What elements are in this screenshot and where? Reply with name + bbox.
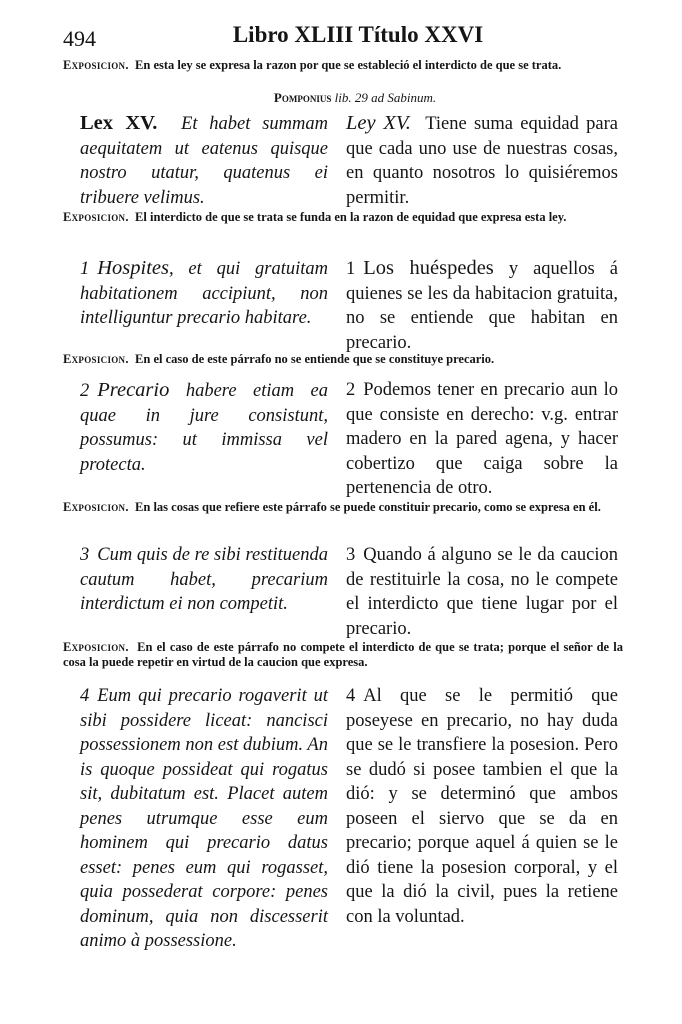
latin-lex-head: Lex XV.	[80, 112, 158, 134]
spanish-ley-text: Tiene suma equidad para que cada uno use de nuestras cosas, en quanto nosotros lo quisiéremos permitir.	[346, 114, 618, 208]
latin-lead: Precario	[97, 379, 170, 401]
latin-paragraph-2	[80, 378, 328, 477]
latin-lex-xv	[80, 111, 328, 210]
source-work: lib. 29 ad Sabinum.	[334, 90, 437, 105]
page-number: 494	[63, 26, 96, 51]
latin-text: quis de re sibi restituenda cautum habet, precarium interdictum ei non competit.	[80, 545, 329, 614]
spanish-lead: Los huéspedes	[363, 257, 494, 279]
page-header	[63, 22, 623, 52]
paragraph-1-exposicion	[63, 352, 623, 367]
exposicion-text: En las cosas que refiere este párrafo se puede constituir precario, como se expresa en él.	[135, 500, 601, 514]
spanish-text: á alguno se le da caucion de restituirle la cosa, no le compete el interdicto que tiene lugar por el precario.	[346, 545, 619, 639]
spanish-text: que se le permitió que poseyese en precario, no hay duda que se le transfiere la posesion. Pero se dudó si posee tambien el que la dió: y se determinó que ambos poseen el siervo que se da en precario; porque aquel á quien se le dió tiene la posesion corporal, y el que la dió la civil, pues la retiene con la voluntad.	[346, 686, 618, 927]
spanish-text: y aquellos á quienes se les da habitacion gratuita, no se entiende que habitan en precario.	[346, 259, 618, 353]
source-author: Pomponius	[273, 90, 332, 105]
spanish-lead: Quando	[363, 545, 422, 565]
paragraph-number: 4	[80, 686, 90, 706]
paragraph-number: 2	[346, 380, 356, 400]
spanish-ley-xv	[346, 111, 618, 210]
paragraph-number: 1	[80, 259, 90, 279]
latin-text: , et qui gratuitam habitationem accipiunt, non intelliguntur precario habitare.	[80, 259, 328, 328]
latin-text: habere etiam ea quae in jure consistunt, possumus: ut immissa vel protecta.	[80, 381, 329, 475]
exposicion-label: Exposicion.	[63, 352, 129, 366]
paragraph-number: 2	[80, 381, 90, 401]
exposicion-label: Exposicion.	[63, 640, 129, 654]
latin-text: qui precario rogaverit ut sibi possidere liceat: nancisci possessionem non est dubium. An is quoque possideat qui rogatus sit, dubitatum est. Placet autem penes utrumque esse eum hominem qui precario datus esset: penes eum qui rogasset, quia possederat corpore: penes dominum, quia non discesserit animo à possessione.	[80, 686, 328, 951]
latin-paragraph-4	[80, 684, 328, 954]
spanish-text: tener en precario aun lo que consiste en derecho: v.g. entrar madero en la pared agena, y hacer cobertizo que caiga sobre la pertenencia de otro.	[346, 380, 618, 498]
latin-lex-text: Et habet summam aequitatem ut eatenus quisque nostro utatur, quatenus ei tribuere velimus.	[80, 114, 329, 208]
spanish-lead: Al	[363, 686, 382, 706]
latin-lead: Eum	[97, 686, 132, 706]
exposicion-label: Exposicion.	[63, 210, 129, 224]
paragraph-number: 3	[346, 545, 356, 565]
intro-exposicion	[63, 58, 623, 73]
lex-exposicion	[63, 210, 623, 225]
exposicion-label: Exposicion.	[63, 58, 129, 72]
latin-lead: Cum	[97, 545, 133, 565]
latin-lead: Hospites	[97, 257, 169, 279]
latin-paragraph-3	[80, 543, 328, 617]
spanish-paragraph-3	[346, 543, 618, 641]
spanish-paragraph-2	[346, 378, 618, 501]
latin-paragraph-1	[80, 256, 328, 331]
spanish-ley-head: Ley XV.	[346, 112, 411, 134]
spanish-lead: Podemos	[363, 380, 432, 400]
running-title: Libro XLIII Título XXVI	[232, 22, 484, 47]
exposicion-label: Exposicion.	[63, 500, 129, 514]
exposicion-text: En el caso de este párrafo no compete el interdicto de que se trata; porque el señor de la cosa la puede repetir en virtud de la caucion que expresa.	[63, 640, 624, 669]
spanish-paragraph-4	[346, 684, 618, 929]
paragraph-number: 1	[346, 259, 356, 279]
exposicion-text: En el caso de este párrafo no se entiende que se constituye precario.	[135, 352, 495, 366]
spanish-paragraph-1	[346, 256, 618, 355]
paragraph-number: 3	[80, 545, 90, 565]
paragraph-2-exposicion	[63, 500, 623, 515]
paragraph-3-exposicion	[63, 640, 623, 670]
exposicion-text: El interdicto de que se trata se funda en la razon de equidad que expresa esta ley.	[135, 210, 567, 224]
exposicion-text: En esta ley se expresa la razon por que se estableció el interdicto de que se trata.	[135, 58, 562, 72]
paragraph-number: 4	[346, 686, 356, 706]
source-citation	[230, 90, 480, 106]
